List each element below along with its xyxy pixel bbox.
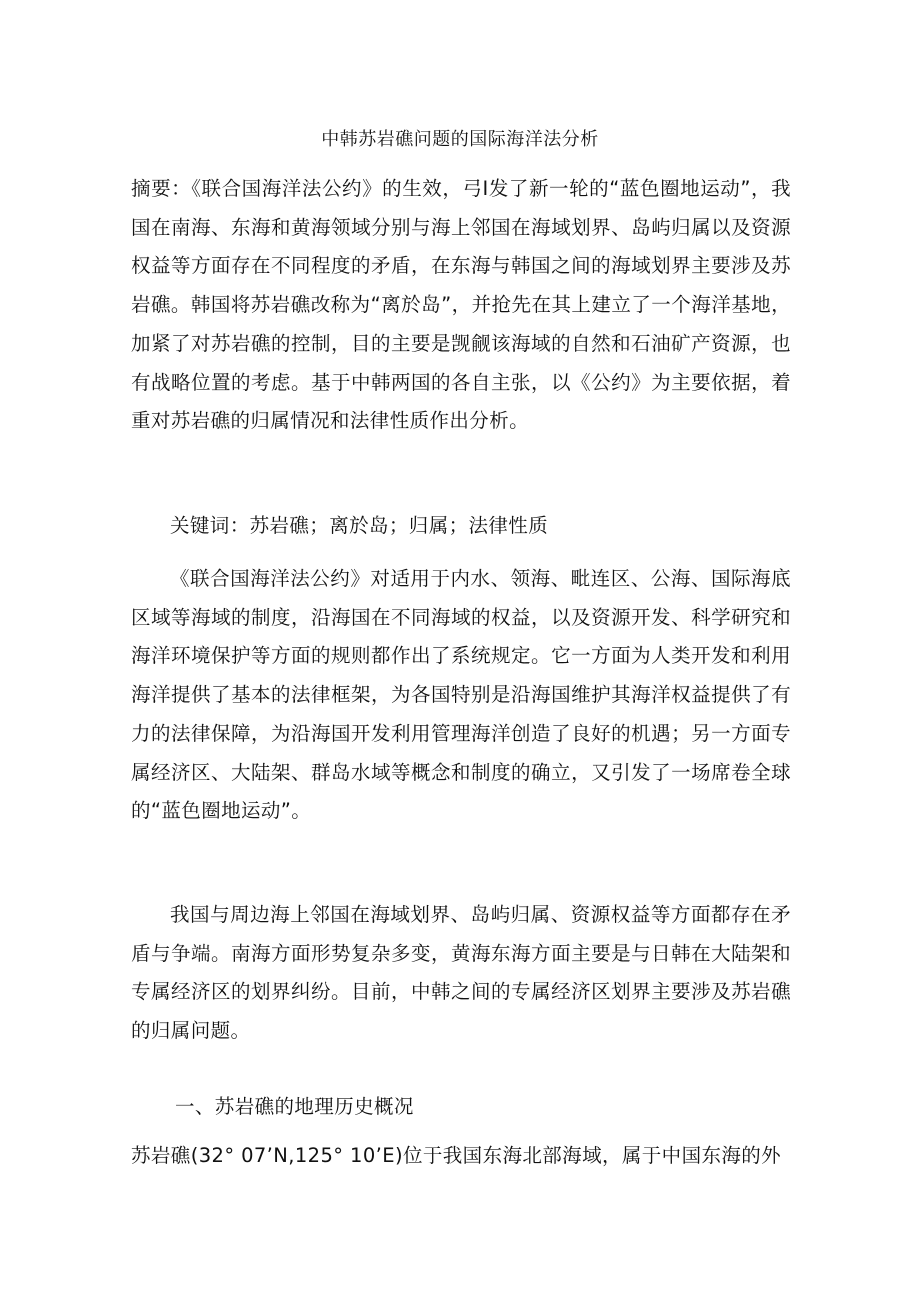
section-heading-1: 一、苏岩礁的地理历史概况 — [175, 1095, 414, 1118]
document-title: 中韩苏岩礁问题的国际海洋法分析 — [321, 129, 599, 150]
body-paragraph-2: 我国与周边海上邻国在海域划界、岛屿归属、资源权益等方面都存在矛盾与争端。南海方面形势复杂多变，黄海东海方面主要是与日韩在大陆架和专属经济区的划界纠纷。目前，中韩之间的专属经济区划界主要涉及苏岩礁的归属问题。 — [131, 903, 791, 1043]
abstract-paragraph: 摘要：《联合国海洋法公约》的生效，弓I发了新一轮的“蓝色圈地运动”，我国在南海、东海和黄海领域分别与海上邻国在海域划界、岛屿归属以及资源权益等方面存在不同程度的矛盾，在东海与韩国之间的海域划界主要涉及苏岩礁。韩国将苏岩礁改称为“离於岛”，并抢先在其上建立了一个海洋基地，加紧了对苏岩礁的控制，目的主要是觊觎该海域的自然和石油矿产资源，也有战略位置的考虑。基于中韩两国的各自主张，以《公约》为主要依据，着重对苏岩礁的归属情况和法律性质作出分析。 — [131, 177, 791, 433]
body-paragraph-1: 《联合国海洋法公约》对适用于内水、领海、毗连区、公海、国际海底区域等海域的制度，沿海国在不同海域的权益，以及资源开发、科学研究和海洋环境保护等方面的规则都作出了系统规定。它一方面为人类开发和利用海洋提供了基本的法律框架，为各国特别是沿海国维护其海洋权益提供了有力的法律保障，为沿海国开发利用管理海洋创造了良好的机遇；另一方面专属经济区、大陆架、群岛水域等概念和制度的确立，又引发了一场席卷全球的“蓝色圈地运动”。 — [131, 567, 791, 823]
keywords-line: 关键词：苏岩礁；离於岛；归属；法律性质 — [170, 514, 549, 537]
section-1-text: 苏岩礁(32° 07’N,125° 10’E)位于我国东海北部海域，属于中国东海的外 — [131, 1144, 782, 1167]
